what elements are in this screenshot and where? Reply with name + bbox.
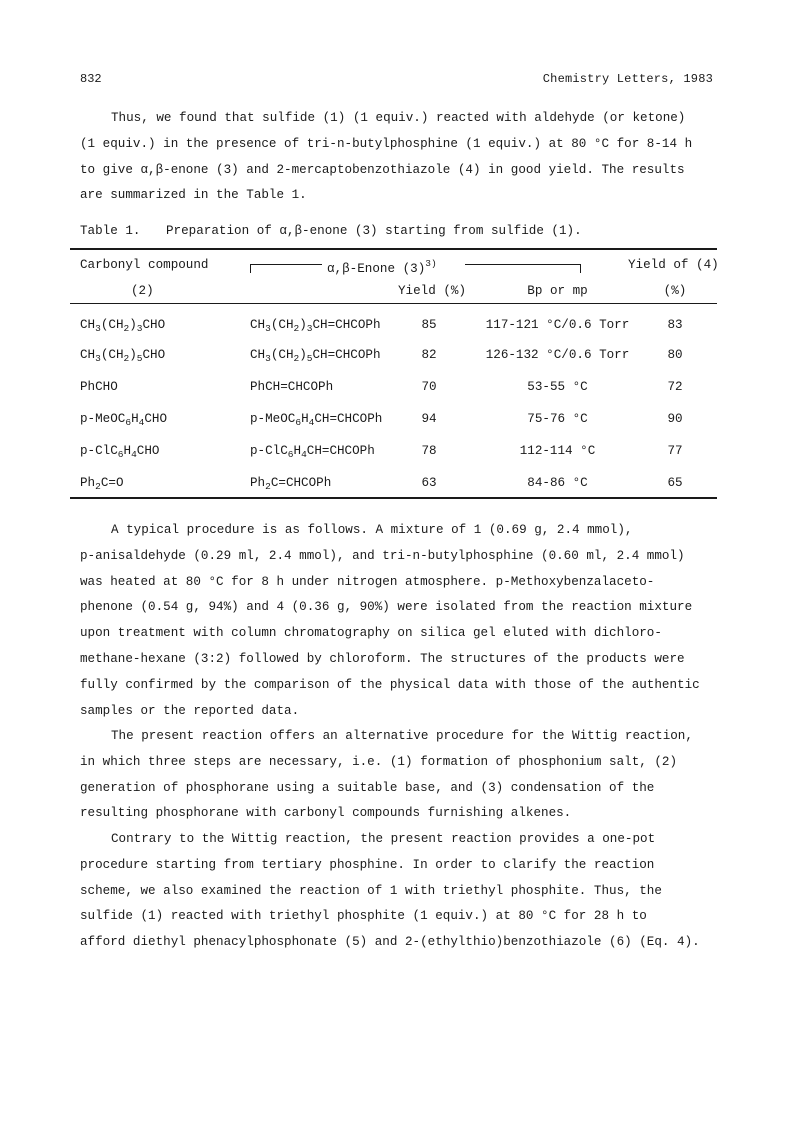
table-label: Table 1. — [80, 224, 141, 238]
header-bracket-left-tick — [250, 264, 251, 273]
row-yield: 78 — [421, 444, 437, 458]
page-number: 832 — [80, 72, 102, 86]
text-line: phenone (0.54 g, 94%) and 4 (0.36 g, 90%) were isolated from the reaction mixture — [80, 600, 693, 615]
row-yield4: 83 — [667, 318, 683, 332]
text-line: Thus, we found that sulfide (1) (1 equiv.) reacted with aldehyde (or ketone) — [111, 111, 686, 125]
row-enone: $p-MeOC_6H_4CH=CHCOPh$ — [250, 412, 383, 428]
row-yield: 70 — [421, 380, 437, 394]
row-enone: $CH_3(CH_2)_5CH=CHCOPh$ — [250, 348, 381, 364]
header-carbonyl: Carbonyl compound — [80, 258, 209, 272]
text-line: in which three steps are necessary, i.e. (1) formation of phosphonium salt, (2) — [80, 754, 678, 769]
row-bp: 84-86 °C — [527, 476, 588, 490]
paragraph-one-pot — [80, 827, 720, 956]
table-header-rule — [70, 303, 717, 304]
header-enone — [327, 258, 437, 276]
text-line: p-anisaldehyde (0.29 ml, 2.4 mmol), and tri-n-butylphosphine (0.60 ml, 2.4 mmol) — [80, 548, 685, 563]
header-enone-label: α,β-Enone (3) — [327, 262, 426, 276]
row-bp: 75-76 °C — [527, 412, 588, 426]
text-line: A typical procedure is as follows. A mixture of 1 (0.69 g, 2.4 mmol), — [111, 523, 633, 537]
text-line: samples or the reported data. — [80, 703, 300, 718]
text-line: to give α,β-enone (3) and 2-mercaptobenzothiazole (4) in good yield. The results — [80, 162, 685, 177]
row-enone: $Ph_2C=CHCOPh$ — [250, 476, 332, 492]
row-yield: 85 — [421, 318, 437, 332]
row-enone: $CH_3(CH_2)_3CH=CHCOPh$ — [250, 318, 381, 334]
row-yield: 94 — [421, 412, 437, 426]
header-bracket-right — [465, 264, 580, 265]
header-bp: Bp or mp — [527, 284, 588, 298]
row-yield: 82 — [421, 348, 437, 362]
table-title: Preparation of α,β-enone (3) starting from sulfide (1). — [166, 224, 582, 238]
row-bp: 117-121 °C/0.6 Torr — [485, 318, 630, 332]
row-carbonyl: $p-ClC_6H_4CHO$ — [80, 444, 160, 460]
row-bp: 53-55 °C — [527, 380, 588, 394]
paragraph-results-intro — [80, 106, 720, 209]
text-line: fully confirmed by the comparison of the physical data with those of the authentic — [80, 677, 700, 692]
row-yield4: 77 — [667, 444, 683, 458]
text-line: (1 equiv.) in the presence of tri-n-butylphosphine (1 equiv.) at 80 °C for 8-14 h — [80, 136, 693, 151]
table-caption — [80, 224, 582, 238]
header-bracket-right-tick — [580, 264, 581, 273]
text-line: procedure starting from tertiary phosphine. In order to clarify the reaction — [80, 857, 655, 872]
row-carbonyl: $Ph_2C=O$ — [80, 476, 124, 492]
table-bottom-rule — [70, 497, 717, 499]
row-yield: 63 — [421, 476, 437, 490]
text-line: are summarized in the Table 1. — [80, 188, 307, 203]
paragraph-wittig — [80, 724, 720, 827]
table-top-rule — [70, 248, 717, 250]
row-yield4: 80 — [667, 348, 683, 362]
row-enone: $p-ClC_6H_4CH=CHCOPh$ — [250, 444, 375, 460]
text-line: sulfide (1) reacted with triethyl phosphite (1 equiv.) at 80 °C for 28 h to — [80, 909, 647, 924]
text-line: afford diethyl phenacylphosphonate (5) and 2-(ethylthio)benzothiazole (6) (Eq. 4). — [80, 935, 700, 950]
paragraph-procedure — [80, 518, 720, 724]
text-line: scheme, we also examined the reaction of 1 with triethyl phosphite. Thus, the — [80, 883, 662, 898]
row-yield4: 72 — [667, 380, 683, 394]
text-line: generation of phosphorane using a suitable base, and (3) condensation of the — [80, 780, 655, 795]
text-line: resulting phosphorane with carbonyl compounds furnishing alkenes. — [80, 806, 572, 821]
text-line: was heated at 80 °C for 8 h under nitrogen atmosphere. p-Methoxybenzalaceto- — [80, 574, 655, 589]
text-line: upon treatment with column chromatography on silica gel eluted with dichloro- — [80, 626, 662, 641]
text-line: Contrary to the Wittig reaction, the present reaction provides a one-pot — [111, 832, 656, 846]
text-line: The present reaction offers an alternative procedure for the Wittig reaction, — [111, 729, 693, 743]
header-yield4: Yield of (4) — [628, 258, 719, 272]
row-carbonyl: $p-MeOC_6H_4CHO$ — [80, 412, 168, 428]
row-carbonyl: PhCHO — [80, 380, 118, 394]
header-yield4-unit: (%) — [663, 284, 687, 298]
header-carbonyl-number: (2) — [131, 284, 154, 298]
row-enone: PhCH=CHCOPh — [250, 380, 334, 394]
header-yield3: Yield (%) — [397, 284, 467, 298]
row-bp: 126-132 °C/0.6 Torr — [485, 348, 630, 362]
row-yield4: 65 — [667, 476, 683, 490]
journal-header: Chemistry Letters, 1983 — [542, 72, 713, 86]
header-enone-footnote: 3) — [425, 258, 437, 269]
row-yield4: 90 — [667, 412, 683, 426]
row-carbonyl: $CH_3(CH_2)_5CHO$ — [80, 348, 166, 364]
text-line: methane-hexane (3:2) followed by chloroform. The structures of the products were — [80, 651, 685, 666]
row-bp: 112-114 °C — [519, 444, 596, 458]
row-carbonyl: $CH_3(CH_2)_3CHO$ — [80, 318, 166, 334]
header-bracket-left — [250, 264, 322, 265]
